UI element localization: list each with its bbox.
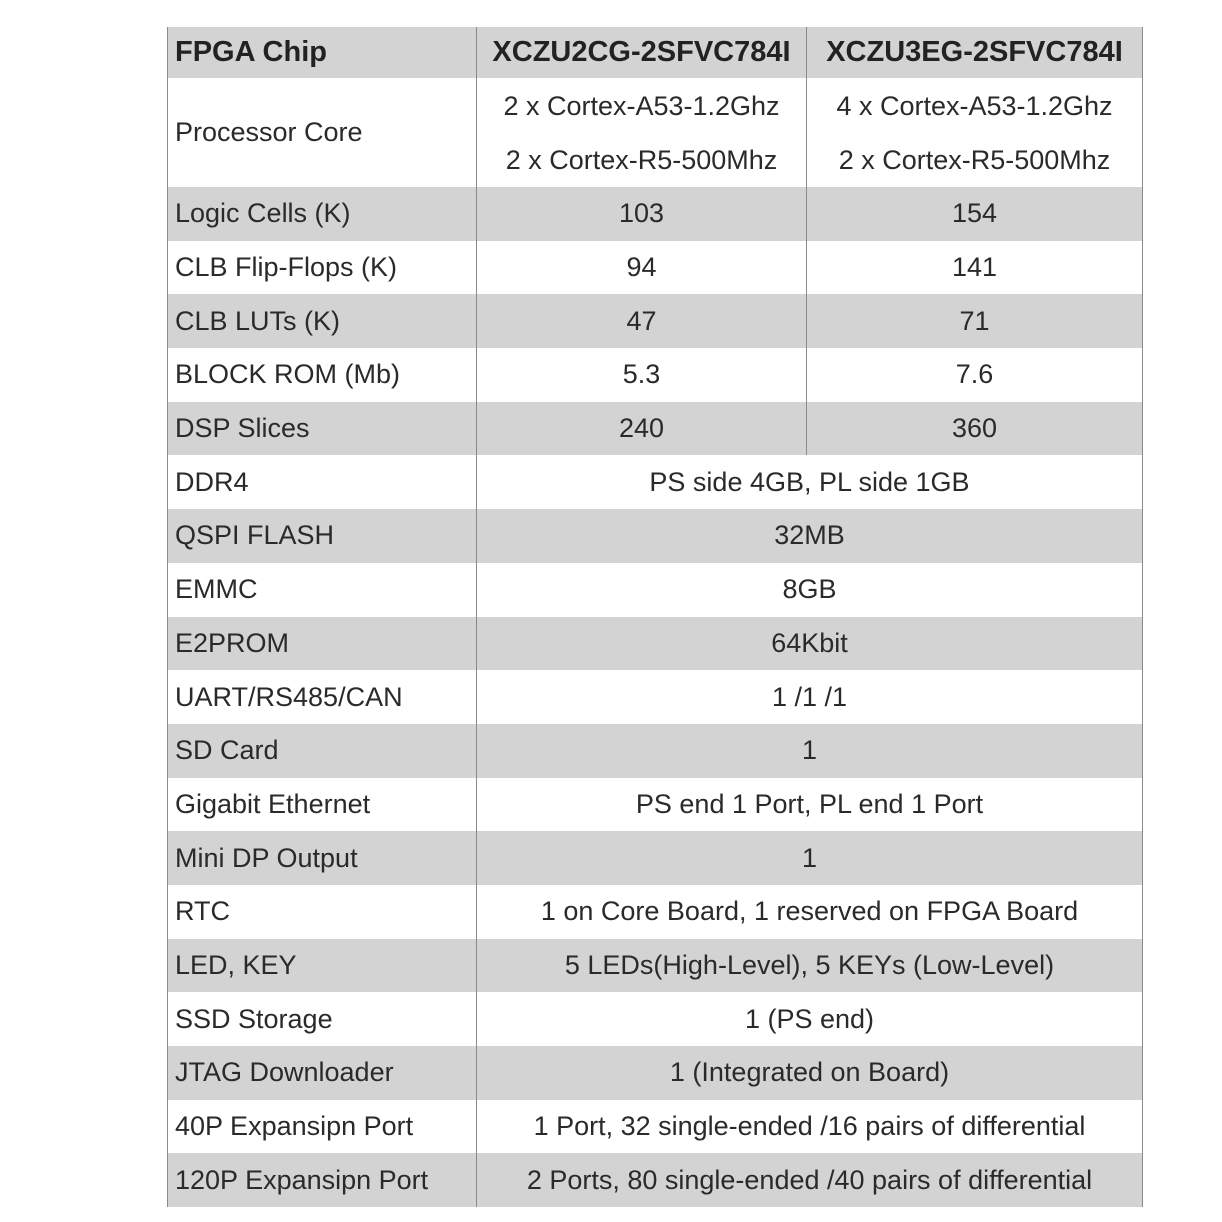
table-row <box>168 670 1143 724</box>
row-label: CLB LUTs (K) <box>168 294 477 348</box>
chip2-value: 360 <box>807 402 1143 456</box>
chip2-value: 154 <box>807 187 1143 241</box>
shared-value: 1 (Integrated on Board) <box>477 1046 1143 1100</box>
shared-value: PS side 4GB, PL side 1GB <box>477 455 1143 509</box>
shared-value: PS end 1 Port, PL end 1 Port <box>477 778 1143 832</box>
shared-value: 1 <box>477 724 1143 778</box>
row-label: Mini DP Output <box>168 831 477 885</box>
row-label: RTC <box>175 896 231 927</box>
header-chip2: XCZU3EG-2SFVC784I <box>807 27 1143 78</box>
table-row <box>168 348 1143 402</box>
chip2-value <box>807 78 1143 187</box>
chip1-value: 240 <box>477 402 807 456</box>
shared-value: 1 <box>477 831 1143 885</box>
header-label: FPGA Chip <box>168 27 477 78</box>
chip2-value: 7.6 <box>807 348 1143 402</box>
chip2-core-r: 2 x Cortex-R5-500Mhz <box>838 144 1111 175</box>
table-row <box>168 1100 1143 1154</box>
table-row <box>168 992 1143 1046</box>
table-row <box>168 831 1143 885</box>
table-row <box>168 241 1143 295</box>
row-label: Logic Cells (K) <box>168 187 477 241</box>
table-row <box>168 724 1143 778</box>
table-row <box>168 1153 1143 1207</box>
row-label: QSPI FLASH <box>168 509 477 563</box>
table-row <box>168 617 1143 671</box>
chip2-value: 71 <box>807 294 1143 348</box>
table-row <box>168 939 1143 993</box>
shared-value: 1 /1 /1 <box>477 670 1143 724</box>
table-row <box>168 187 1143 241</box>
table-row <box>168 402 1143 456</box>
row-label: BLOCK ROM (Mb) <box>175 359 401 390</box>
row-label: Gigabit Ethernet <box>175 788 371 819</box>
table-row <box>168 563 1143 617</box>
table-row <box>168 294 1143 348</box>
chip1-value <box>477 78 807 187</box>
table-row <box>168 885 1143 939</box>
table-row <box>168 778 1143 832</box>
shared-value: 1 Port, 32 single-ended /16 pairs of differential <box>477 1100 1143 1154</box>
shared-value: 8GB <box>477 563 1143 617</box>
header-row <box>168 27 1143 78</box>
row-label: JTAG Downloader <box>168 1046 477 1100</box>
row-label: SSD Storage <box>175 1003 333 1034</box>
fpga-spec-table <box>167 27 1143 1207</box>
chip1-value: 103 <box>477 187 807 241</box>
row-label: UART/RS485/CAN <box>175 681 403 712</box>
shared-value: 1 on Core Board, 1 reserved on FPGA Board <box>477 885 1143 939</box>
header-chip1: XCZU2CG-2SFVC784I <box>477 27 807 78</box>
shared-value: 64Kbit <box>477 617 1143 671</box>
row-label: 120P Expansipn Port <box>168 1153 477 1207</box>
row-label: Processor Core <box>175 117 363 147</box>
chip1-value: 94 <box>477 241 807 295</box>
chip1-core-a: 2 x Cortex-A53-1.2Ghz <box>503 90 780 121</box>
row-label: E2PROM <box>168 617 477 671</box>
row-label: EMMC <box>175 574 258 605</box>
shared-value: 5 LEDs(High-Level), 5 KEYs (Low-Level) <box>477 939 1143 993</box>
chip2-value: 141 <box>807 241 1143 295</box>
table-row <box>168 1046 1143 1100</box>
row-label: DDR4 <box>175 466 249 497</box>
row-label: LED, KEY <box>168 939 477 993</box>
shared-value: 2 Ports, 80 single-ended /40 pairs of differential <box>477 1153 1143 1207</box>
row-label: DSP Slices <box>168 402 477 456</box>
chip1-value: 5.3 <box>477 348 807 402</box>
shared-value: 1 (PS end) <box>477 992 1143 1046</box>
chip2-core-a: 4 x Cortex-A53-1.2Ghz <box>836 90 1113 121</box>
row-label: SD Card <box>168 724 477 778</box>
table-row <box>168 509 1143 563</box>
row-label: CLB Flip-Flops (K) <box>175 252 398 283</box>
table-row <box>168 455 1143 509</box>
chip1-core-r: 2 x Cortex-R5-500Mhz <box>505 144 778 175</box>
shared-value: 32MB <box>477 509 1143 563</box>
row-label: 40P Expansipn Port <box>175 1111 414 1142</box>
chip1-value: 47 <box>477 294 807 348</box>
processor-row <box>168 78 1143 187</box>
